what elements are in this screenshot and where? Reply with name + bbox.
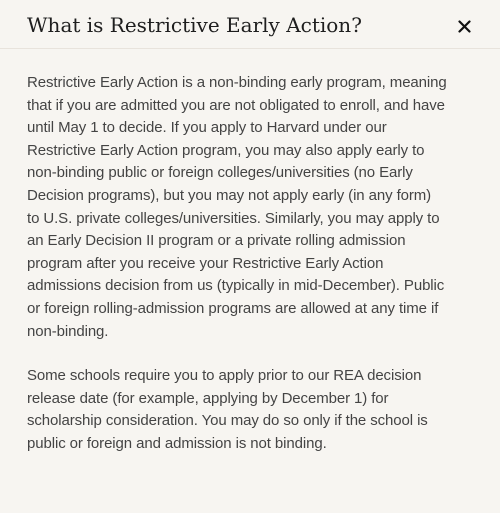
dialog-header [0, 0, 500, 48]
paragraph-scholarship: Some schools require you to apply prior to our REA decision release date (for example, applying by December 1) for scholarship consideration. You may do so only if the school is public or foreign and admission is not binding. [27, 367, 428, 452]
header-divider [0, 48, 500, 49]
dialog-body [27, 72, 477, 478]
paragraph-rea-definition: Restrictive Early Action is a non-binding early program, meaning that if you are admitted you are not obligated to enroll, and have until May 1 to decide. If you apply to Harvard under our Restrictive Early Action program, you may also apply early to non-binding public or foreign colleges/universities (no Early Decision programs), but you may not apply early (in any form) to U.S. private colleges/universities. Similarly, you may apply to an Early Decision II program or a private rolling admission program after you receive your Restrictive Early Action admissions decision from us (typically in mid-December). Public or foreign rolling-admission programs are allowed at any time if non-binding. [27, 74, 447, 340]
close-icon [458, 20, 471, 33]
dialog-title: What is Restrictive Early Action? [27, 13, 362, 37]
close-button[interactable] [452, 14, 476, 38]
